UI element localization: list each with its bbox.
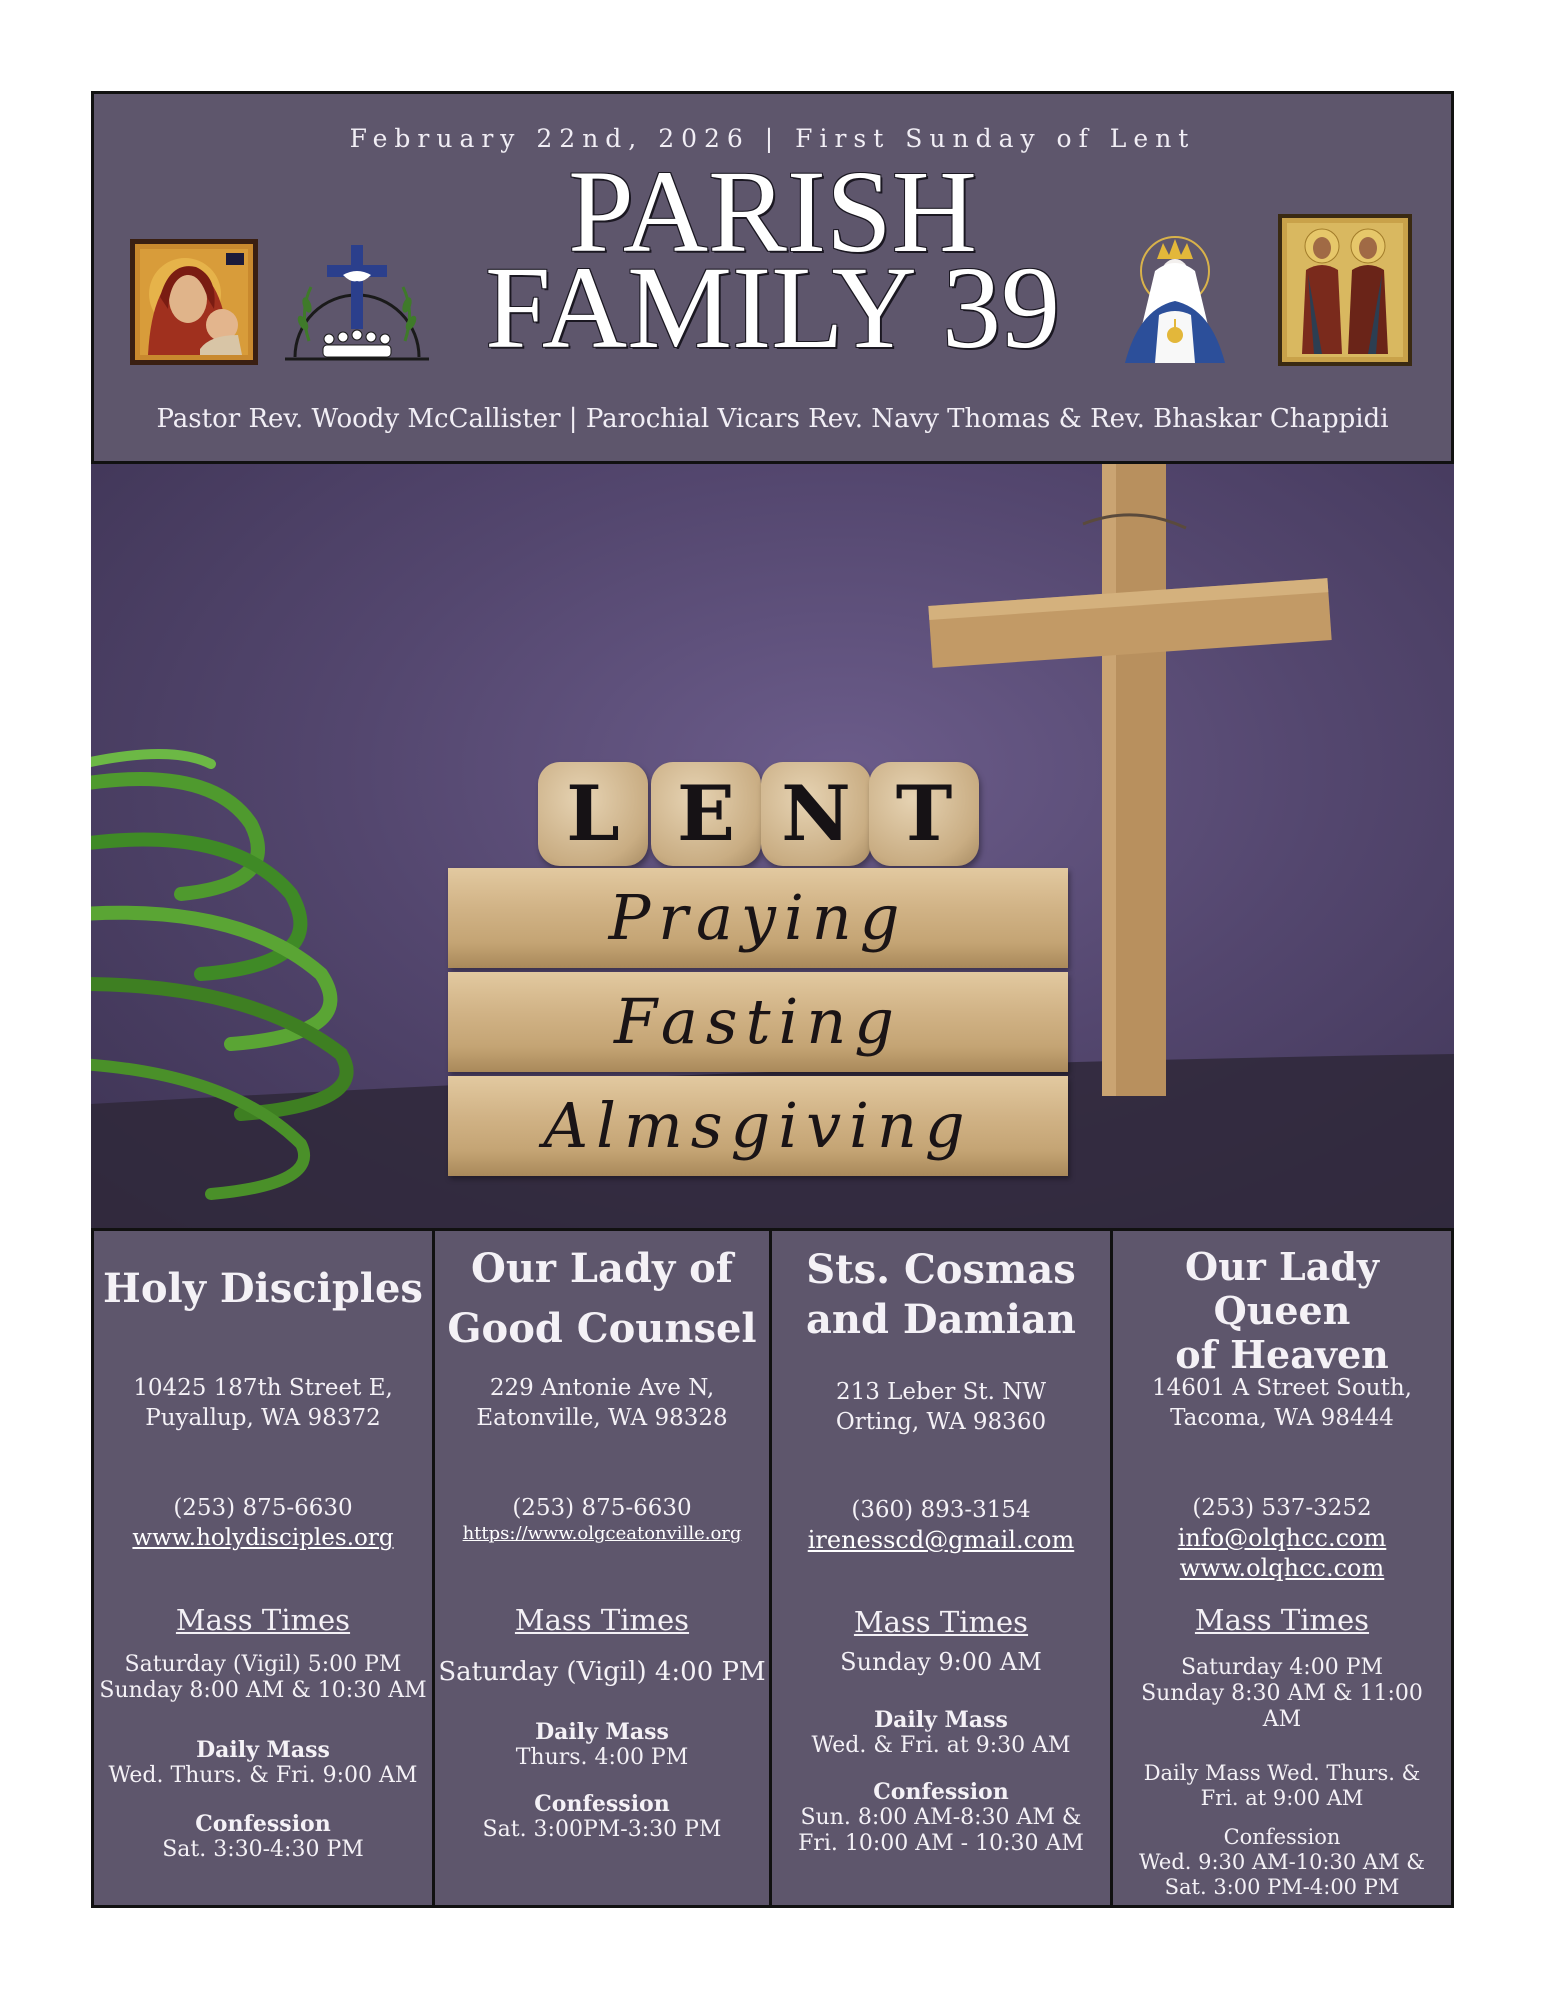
address-line: 229 Antonie Ave N, <box>489 1375 715 1401</box>
email-link[interactable]: irenesscd@gmail.com <box>807 1526 1075 1554</box>
confession <box>1113 1825 1451 1900</box>
parish-contact <box>94 1493 432 1553</box>
date-line: February 22nd, 2026 | First Sunday of Lent <box>349 124 1196 153</box>
daily-mass-line: Daily Mass Wed. Thurs. & <box>1143 1761 1421 1785</box>
mass-times <box>772 1649 1110 1675</box>
mass-line: Sunday 8:30 AM & 11:00 <box>1141 1681 1423 1706</box>
website-link[interactable]: https://www.olgceatonville.org <box>462 1523 742 1544</box>
address-line: 14601 A Street South, <box>1152 1375 1412 1401</box>
daily-mass-line: Wed. & Fri. at 9:30 AM <box>811 1733 1071 1758</box>
confession-line: Sat. 3:30-4:30 PM <box>162 1837 364 1862</box>
title-line-1: PARISH <box>568 146 977 277</box>
header-banner <box>91 91 1454 464</box>
parish-sts-cosmas-and-damian <box>772 1231 1113 1905</box>
mass-line: Saturday (Vigil) 5:00 PM <box>124 1652 402 1677</box>
confession-line: Wed. 9:30 AM-10:30 AM & <box>1139 1850 1425 1874</box>
confession-heading: Confession <box>1223 1825 1341 1849</box>
phone-number: (253) 537-3252 <box>1192 1495 1372 1521</box>
confession-heading: Confession <box>873 1779 1009 1805</box>
confession-line: Sun. 8:00 AM-8:30 AM & <box>800 1805 1082 1830</box>
parish-address <box>94 1373 432 1433</box>
saints-cosmas-damian-icon <box>1278 214 1412 366</box>
parish-holy-disciples <box>94 1231 435 1905</box>
parish-info-grid <box>91 1228 1454 1908</box>
mass-line: Sunday 8:00 AM & 10:30 AM <box>99 1678 427 1703</box>
mass-times <box>1113 1655 1451 1733</box>
address-line: Puyallup, WA 98372 <box>145 1405 381 1431</box>
mass-line: Saturday (Vigil) 4:00 PM <box>438 1657 766 1687</box>
parish-address <box>1113 1373 1451 1433</box>
parish-name <box>435 1239 769 1359</box>
our-lady-queen-icon <box>1119 231 1231 371</box>
daily-mass-heading: Daily Mass <box>535 1719 669 1745</box>
lent-block-l: L <box>538 762 648 866</box>
parish-name-line: Our Lady of <box>471 1245 733 1292</box>
plank-praying: Praying <box>448 868 1068 968</box>
holy-disciples-logo <box>277 231 437 371</box>
parish-name <box>1113 1245 1451 1377</box>
parish-contact <box>435 1493 769 1545</box>
daily-mass-heading: Daily Mass <box>874 1707 1008 1733</box>
confession-line: Fri. 10:00 AM - 10:30 AM <box>798 1831 1084 1856</box>
daily-mass <box>435 1719 769 1771</box>
address-line: 213 Leber St. NW <box>835 1379 1047 1405</box>
phone-number: (360) 893-3154 <box>851 1497 1031 1523</box>
daily-mass-line: Thurs. 4:00 PM <box>515 1745 689 1770</box>
website-link[interactable]: www.holydisciples.org <box>132 1525 394 1551</box>
confession-heading: Confession <box>195 1811 331 1837</box>
parish-name-line: of Heaven <box>1175 1332 1389 1377</box>
parish-our-lady-of-good-counsel <box>435 1231 772 1905</box>
confession <box>435 1791 769 1843</box>
confession <box>772 1779 1110 1857</box>
mass-times-heading: Mass Times <box>175 1603 351 1637</box>
lent-block-n: N <box>761 762 871 866</box>
parish-our-lady-queen-of-heaven <box>1113 1231 1451 1905</box>
plank-almsgiving: Almsgiving <box>448 1076 1068 1176</box>
mass-line: AM <box>1262 1707 1302 1732</box>
confession-heading: Confession <box>534 1791 670 1817</box>
mass-line: Saturday 4:00 PM <box>1180 1655 1384 1680</box>
mass-times-heading: Mass Times <box>1194 1603 1370 1637</box>
address-line: 10425 187th Street E, <box>133 1375 393 1401</box>
clergy-line: Pastor Rev. Woody McCallister | Parochial Vicars Rev. Navy Thomas & Rev. Bhaskar Chappidi <box>156 404 1389 434</box>
parish-name-line: and Damian <box>805 1296 1077 1343</box>
mass-line: Sunday 9:00 AM <box>840 1648 1042 1676</box>
daily-mass-line: Wed. Thurs. & Fri. 9:00 AM <box>108 1763 418 1788</box>
daily-mass <box>1113 1761 1451 1811</box>
lent-hero-image <box>91 464 1454 1228</box>
phone-number: (253) 875-6630 <box>512 1495 692 1521</box>
daily-mass-heading: Daily Mass <box>196 1737 330 1763</box>
parish-contact <box>772 1495 1110 1555</box>
daily-mass-line: Fri. at 9:00 AM <box>1200 1786 1364 1810</box>
parish-name: Holy Disciples <box>103 1265 423 1312</box>
parish-address <box>772 1377 1110 1437</box>
parish-contact <box>1113 1493 1451 1583</box>
parish-name-line: Our Lady Queen <box>1185 1244 1379 1333</box>
title-line-2: FAMILY 39 <box>485 242 1060 373</box>
daily-mass <box>772 1707 1110 1759</box>
email-link[interactable]: info@olqhcc.com <box>1177 1524 1387 1552</box>
mass-times-heading: Mass Times <box>853 1605 1029 1639</box>
daily-mass <box>94 1737 432 1789</box>
mass-times <box>94 1652 432 1704</box>
plank-fasting: Fasting <box>448 972 1068 1072</box>
confession-line: Sat. 3:00 PM-4:00 PM <box>1164 1875 1400 1899</box>
phone-number: (253) 875-6630 <box>173 1495 353 1521</box>
confession-line: Sat. 3:00PM-3:30 PM <box>482 1817 722 1842</box>
parish-name <box>772 1245 1110 1345</box>
address-line: Eatonville, WA 98328 <box>476 1405 728 1431</box>
lent-block-t: T <box>869 762 979 866</box>
website-link[interactable]: www.olqhcc.com <box>1179 1554 1385 1582</box>
lent-block-e: E <box>651 762 761 866</box>
parish-name-line: Sts. Cosmas <box>806 1246 1076 1293</box>
address-line: Orting, WA 98360 <box>835 1409 1047 1435</box>
madonna-icon <box>130 239 258 365</box>
address-line: Tacoma, WA 98444 <box>1170 1405 1394 1431</box>
mass-times <box>435 1659 769 1685</box>
confession <box>94 1811 432 1863</box>
mass-times-heading: Mass Times <box>514 1603 690 1637</box>
parish-address <box>435 1373 769 1433</box>
parish-name-line: Good Counsel <box>447 1305 757 1352</box>
